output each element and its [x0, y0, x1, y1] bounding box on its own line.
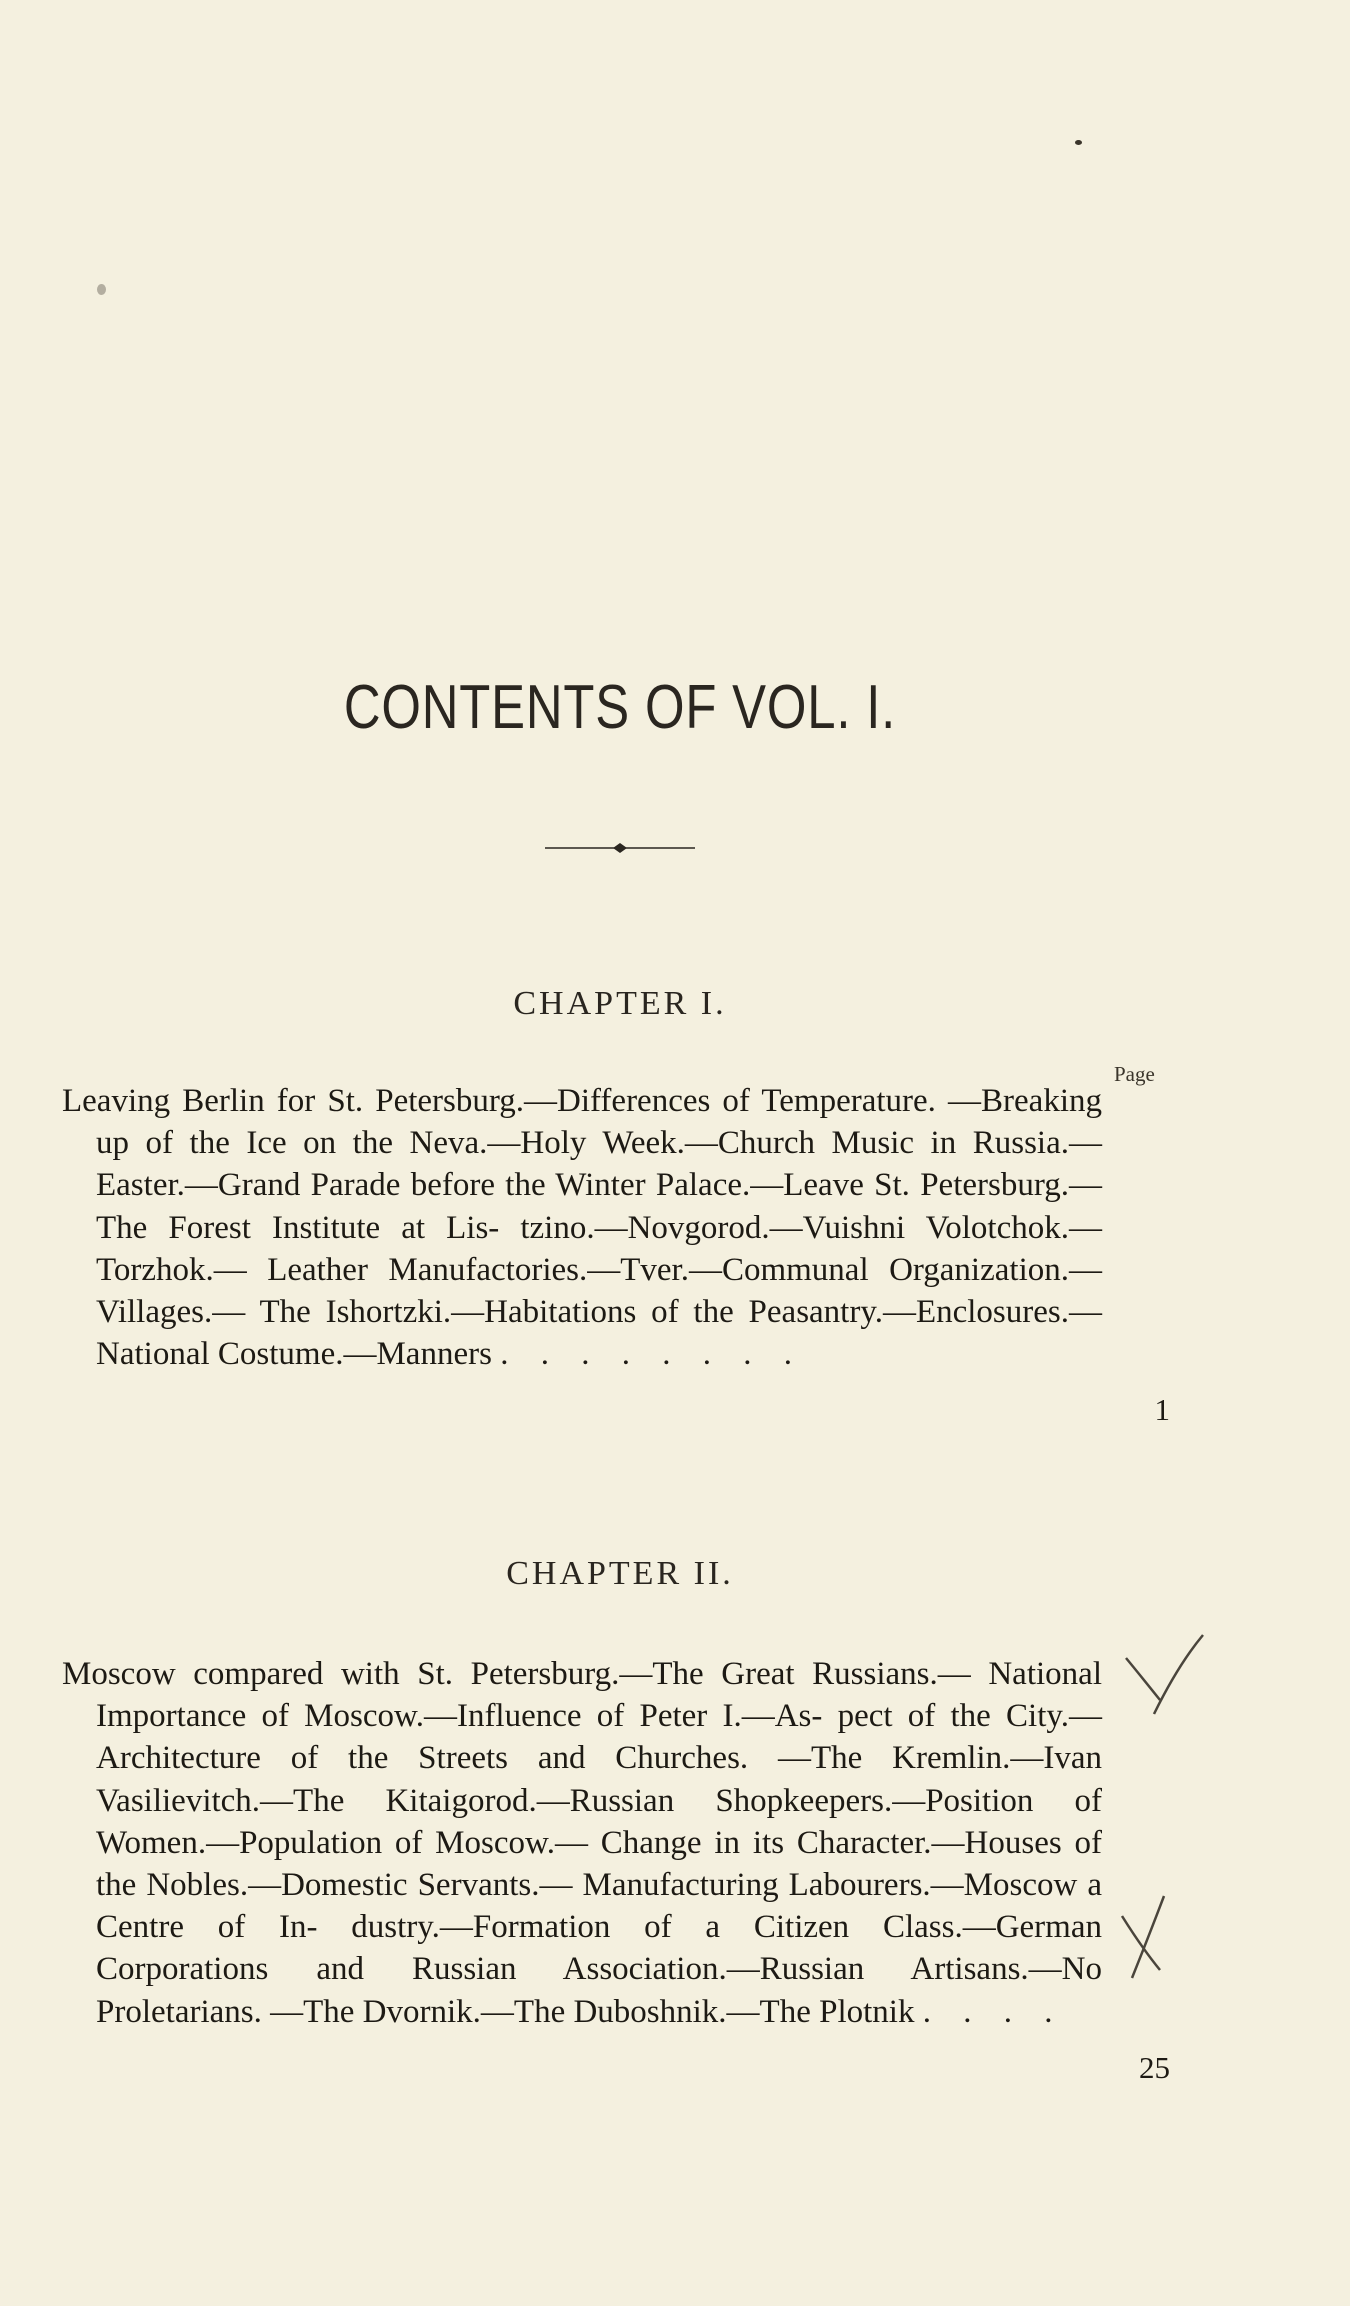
page-column-label: Page: [1114, 1062, 1155, 1086]
chapter-2-page-number: 25: [1139, 2050, 1170, 2085]
chapter-2-heading: CHAPTER II.: [506, 1555, 734, 1592]
dot-leader: . . . . . . . .: [500, 1336, 804, 1373]
dot-leader: . . . .: [922, 1993, 1065, 2030]
chapter-1-page-number: 1: [1154, 1392, 1170, 1427]
chapter-2-summary: [62, 1653, 1102, 2033]
page-title: CONTENTS OF VOL. I.: [343, 673, 897, 742]
divider-ornament: [545, 840, 695, 856]
ink-speck: [1075, 140, 1082, 145]
chapter-1-summary: [62, 1080, 1102, 1375]
pencil-x-mark: [1112, 1888, 1192, 1983]
chapter-2-summary-text: Moscow compared with St. Petersburg.—The Great Russians.— National Importance of Moscow.—Influence of Peter I.—As- pect of the City.—Architecture of the Streets and Churches. —The Kremlin.—Ivan Vasilievitch.—The Kitaigorod.—Russian Shopkeepers.—Position of Women.—Population of Moscow.— Change in its Character.—Houses of the Nobles.—Domestic Servants.— Manufacturing Labourers.—Moscow a Centre of In- dustry.—Formation of a Citizen Class.—German Corporations and Russian Association.—Russian Artisans.—No Proletarians. —The Dvornik.—The Duboshnik.—The Plotnik: [62, 1656, 1102, 2030]
chapter-1-summary-text: Leaving Berlin for St. Petersburg.—Differences of Temperature. —Breaking up of the Ice on the Neva.—Holy Week.—Church Music in Russia.—Easter.—Grand Parade before the Winter Palace.—Leave St. Petersburg.—The Forest Institute at Lis- tzino.—Novgorod.—Vuishni Volotchok.— Torzhok.— Leather Manufactories.—Tver.—Communal Organization.—Villages.— The Ishortzki.—Habitations of the Peasantry.—Enclosures.— National Costume.—Manners: [62, 1083, 1102, 1373]
pencil-x-mark: [1118, 1630, 1208, 1720]
ink-speck: [97, 284, 106, 295]
chapter-1-heading: CHAPTER I.: [513, 985, 727, 1022]
